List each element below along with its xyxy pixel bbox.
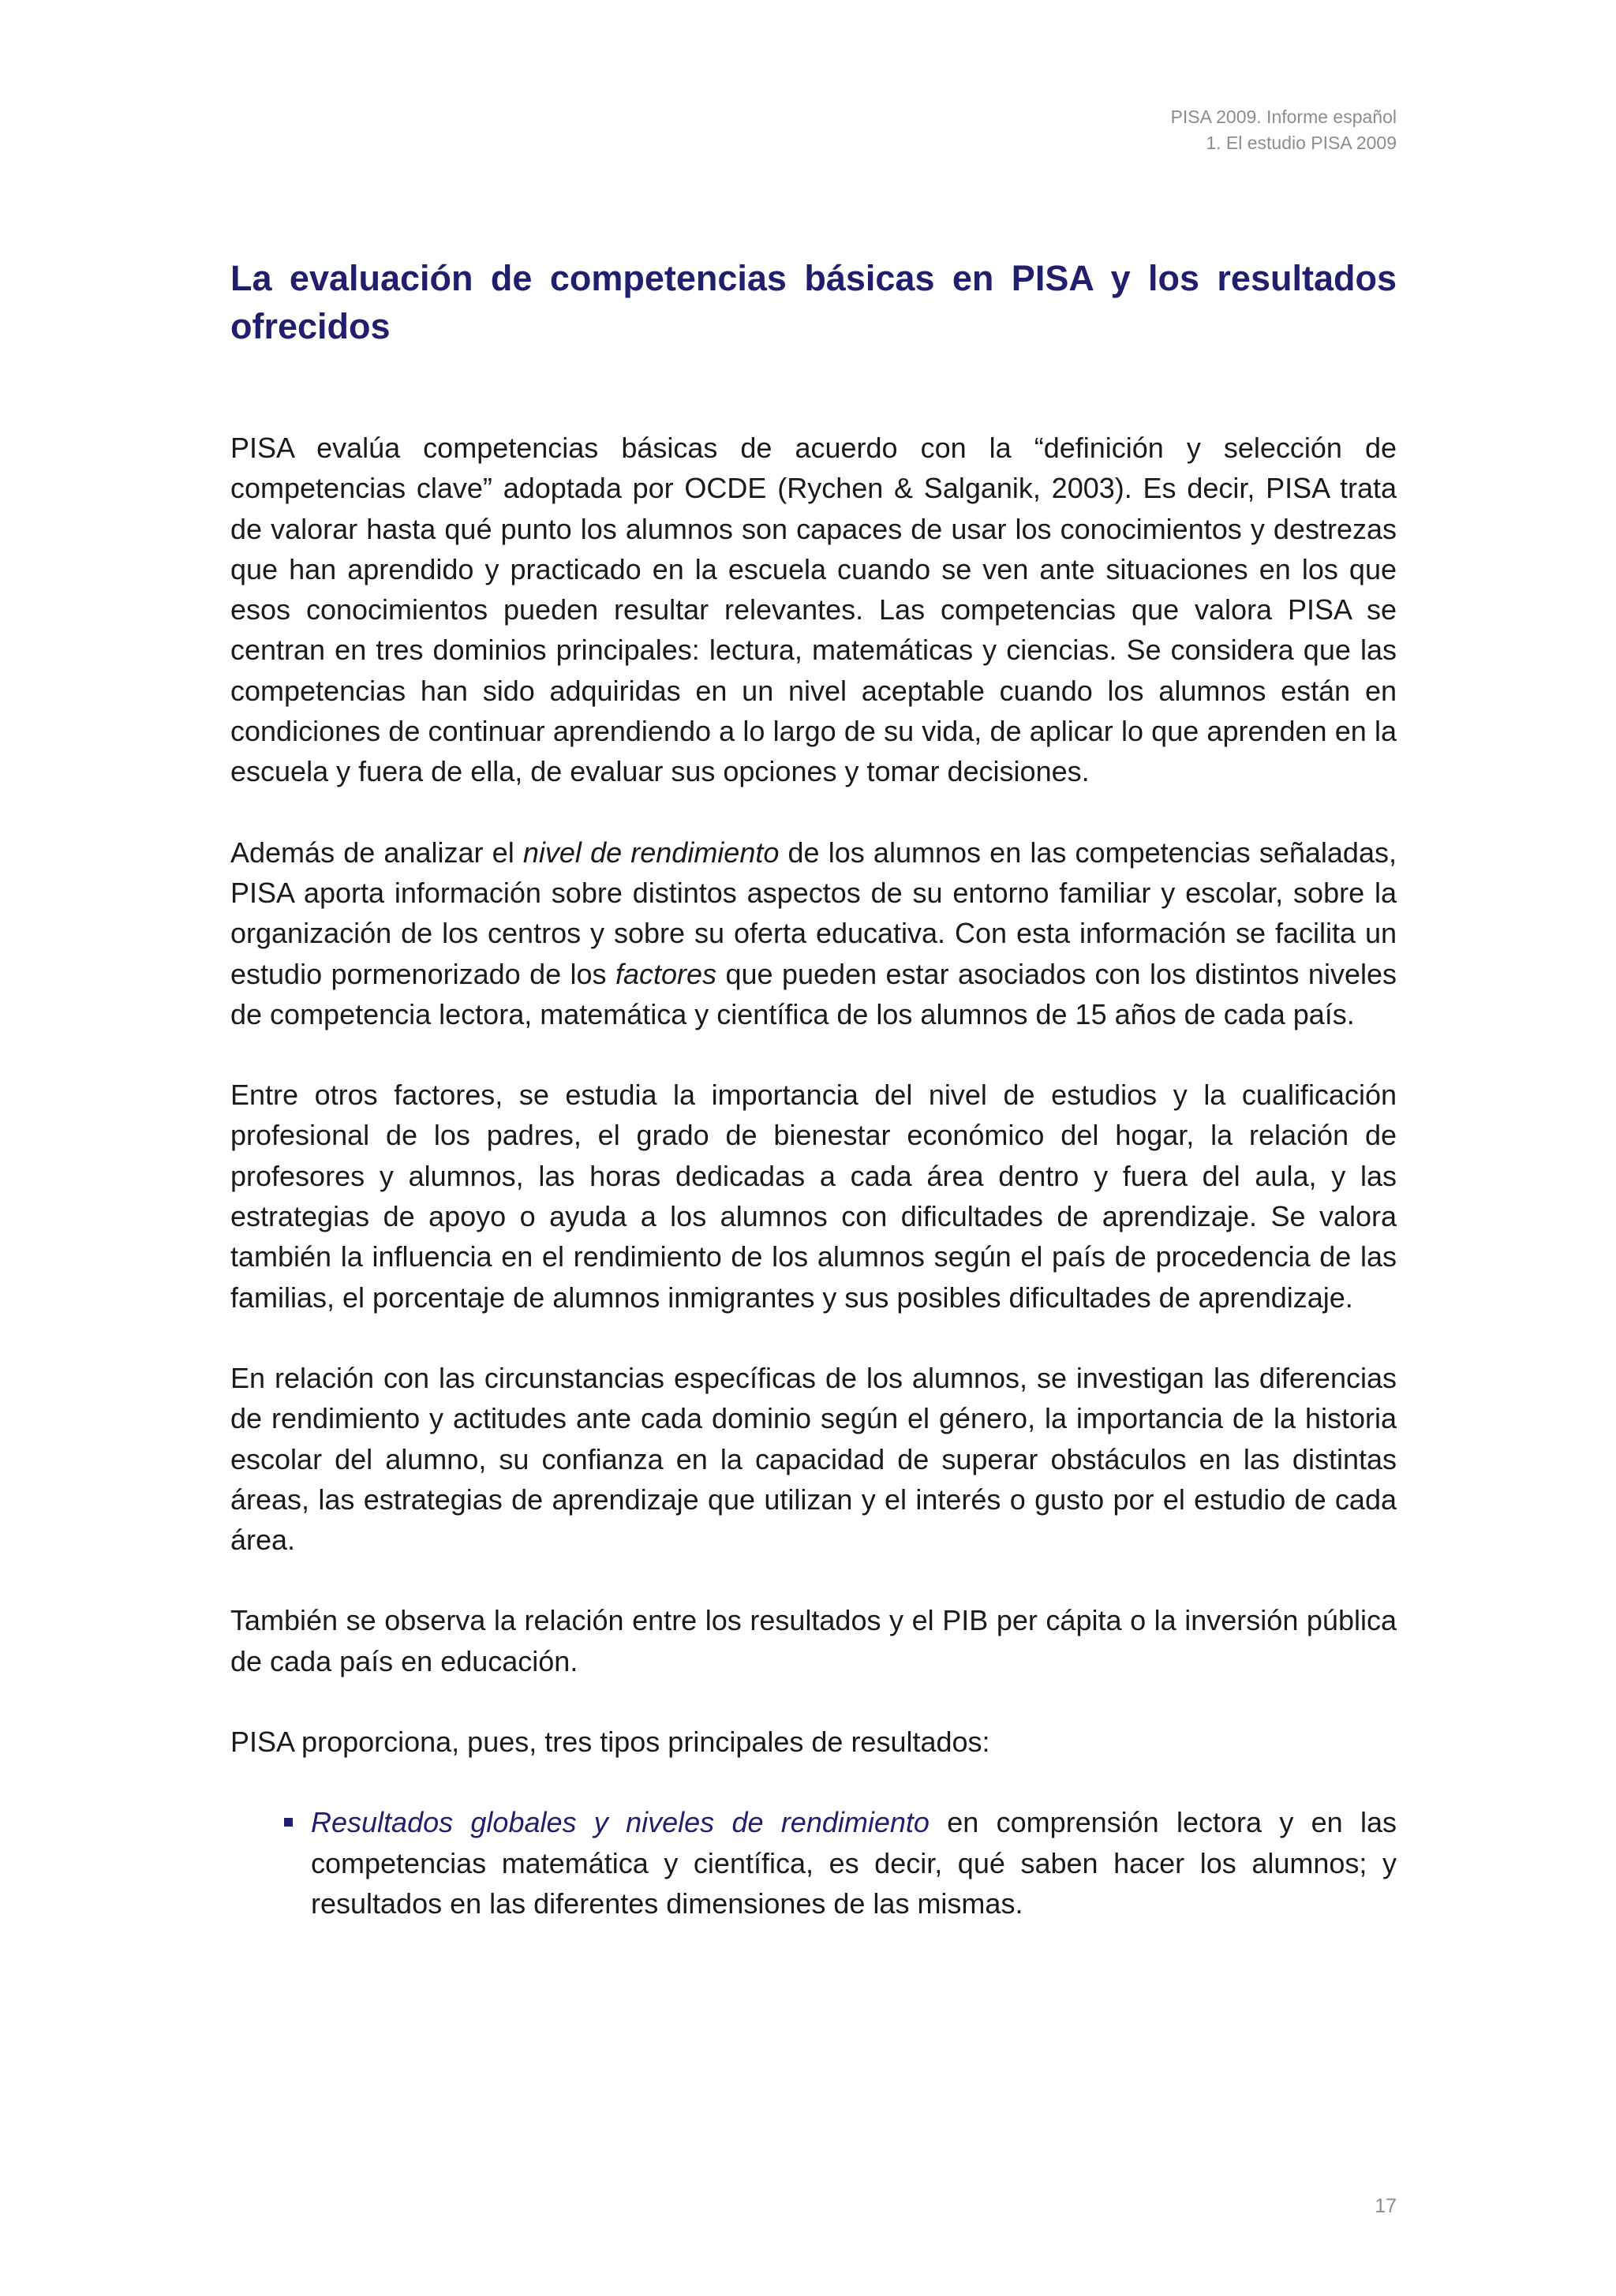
- bullet-body-text: en comprensión lectora y en las competencias matemática y científica, es decir, qué saben hacer los alumnos; y resultados en las diferentes dimensiones de las mismas.: [311, 1806, 1397, 1920]
- square-bullet-icon: [284, 1818, 293, 1827]
- page-number: 17: [1375, 2195, 1397, 2217]
- paragraph-1: PISA evalúa competencias básicas de acuerdo con la “definición y selección de competencias clave” adoptada por OCDE (Rychen & Salganik, 2003). Es decir, PISA trata de valorar hasta qué punto los alumnos son capaces de usar los conocimientos y destrezas que han aprendido y practicado en la escuela cuando se ven ante situaciones en los que esos conocimientos pueden resultar relevantes. Las competencias que valora PISA se centran en tres dominios principales: lectura, matemáticas y ciencias. Se considera que las competencias han sido adquiridas en un nivel aceptable cuando los alumnos están en condiciones de continuar aprendiendo a lo largo de su vida, de aplicar lo que aprenden en la escuela y fuera de ella, de evaluar sus opciones y tomar decisiones.: [230, 432, 1397, 788]
- paragraph-2-emphasis-factores: factores: [615, 957, 717, 990]
- paragraph-2-text-a: Además de analizar el: [230, 836, 523, 869]
- paragraph-4: En relación con las circunstancias específicas de los alumnos, se investigan las diferencias de rendimiento y actitudes ante cada dominio según el género, la importancia de la historia escolar del alumno, su confianza en la capacidad de superar obstáculos en las distintas áreas, las estrategias de aprendizaje que utilizan y el interés o gusto por el estudio de cada área.: [230, 1361, 1397, 1557]
- paragraph-2-text-c: que pueden estar asociados con los distintos niveles de competencia lectora, matemática y científica de los alumnos de 15 años de cada país.: [230, 957, 1397, 1030]
- running-header-line-1: PISA 2009. Informe español: [1170, 107, 1397, 127]
- main-content: [230, 254, 1397, 1924]
- paragraph-5: También se observa la relación entre los resultados y el PIB per cápita o la inversión pública de cada país en educación.: [230, 1604, 1397, 1677]
- paragraph-2: [230, 832, 1397, 1034]
- paragraph-3: Entre otros factores, se estudia la importancia del nivel de estudios y la cualificación profesional de los padres, el grado de bienestar económico del hogar, la relación de profesores y alumnos, las horas dedicadas a cada área dentro y fuera del aula, y las estrategias de apoyo o ayuda a los alumnos con dificultades de aprendizaje. Se valora también la influencia en el rendimiento de los alumnos según el país de procedencia de las familias, el porcentaje de alumnos inmigrantes y sus posibles dificultades de aprendizaje.: [230, 1079, 1397, 1314]
- paragraph-2-text-b: de los alumnos en las competencias señaladas, PISA aporta información sobre distintos aspectos de su entorno familiar y escolar, sobre la organización de los centros y sobre su oferta educativa. Con esta información se facilita un estudio pormenorizado de los: [230, 836, 1397, 990]
- paragraph-6: PISA proporciona, pues, tres tipos principales de resultados:: [230, 1726, 990, 1759]
- section-title: La evaluación de competencias básicas en PISA y los resultados ofrecidos: [230, 258, 1397, 346]
- bullet-lead-text: Resultados globales y niveles de rendimiento: [311, 1806, 930, 1839]
- paragraph-2-emphasis-nivel: nivel de rendimiento: [522, 836, 780, 869]
- results-bullet-list: [230, 1802, 1397, 1924]
- list-item: [311, 1802, 1397, 1924]
- running-header: [1171, 104, 1397, 156]
- running-header-line-2: 1. El estudio PISA 2009: [1206, 133, 1397, 153]
